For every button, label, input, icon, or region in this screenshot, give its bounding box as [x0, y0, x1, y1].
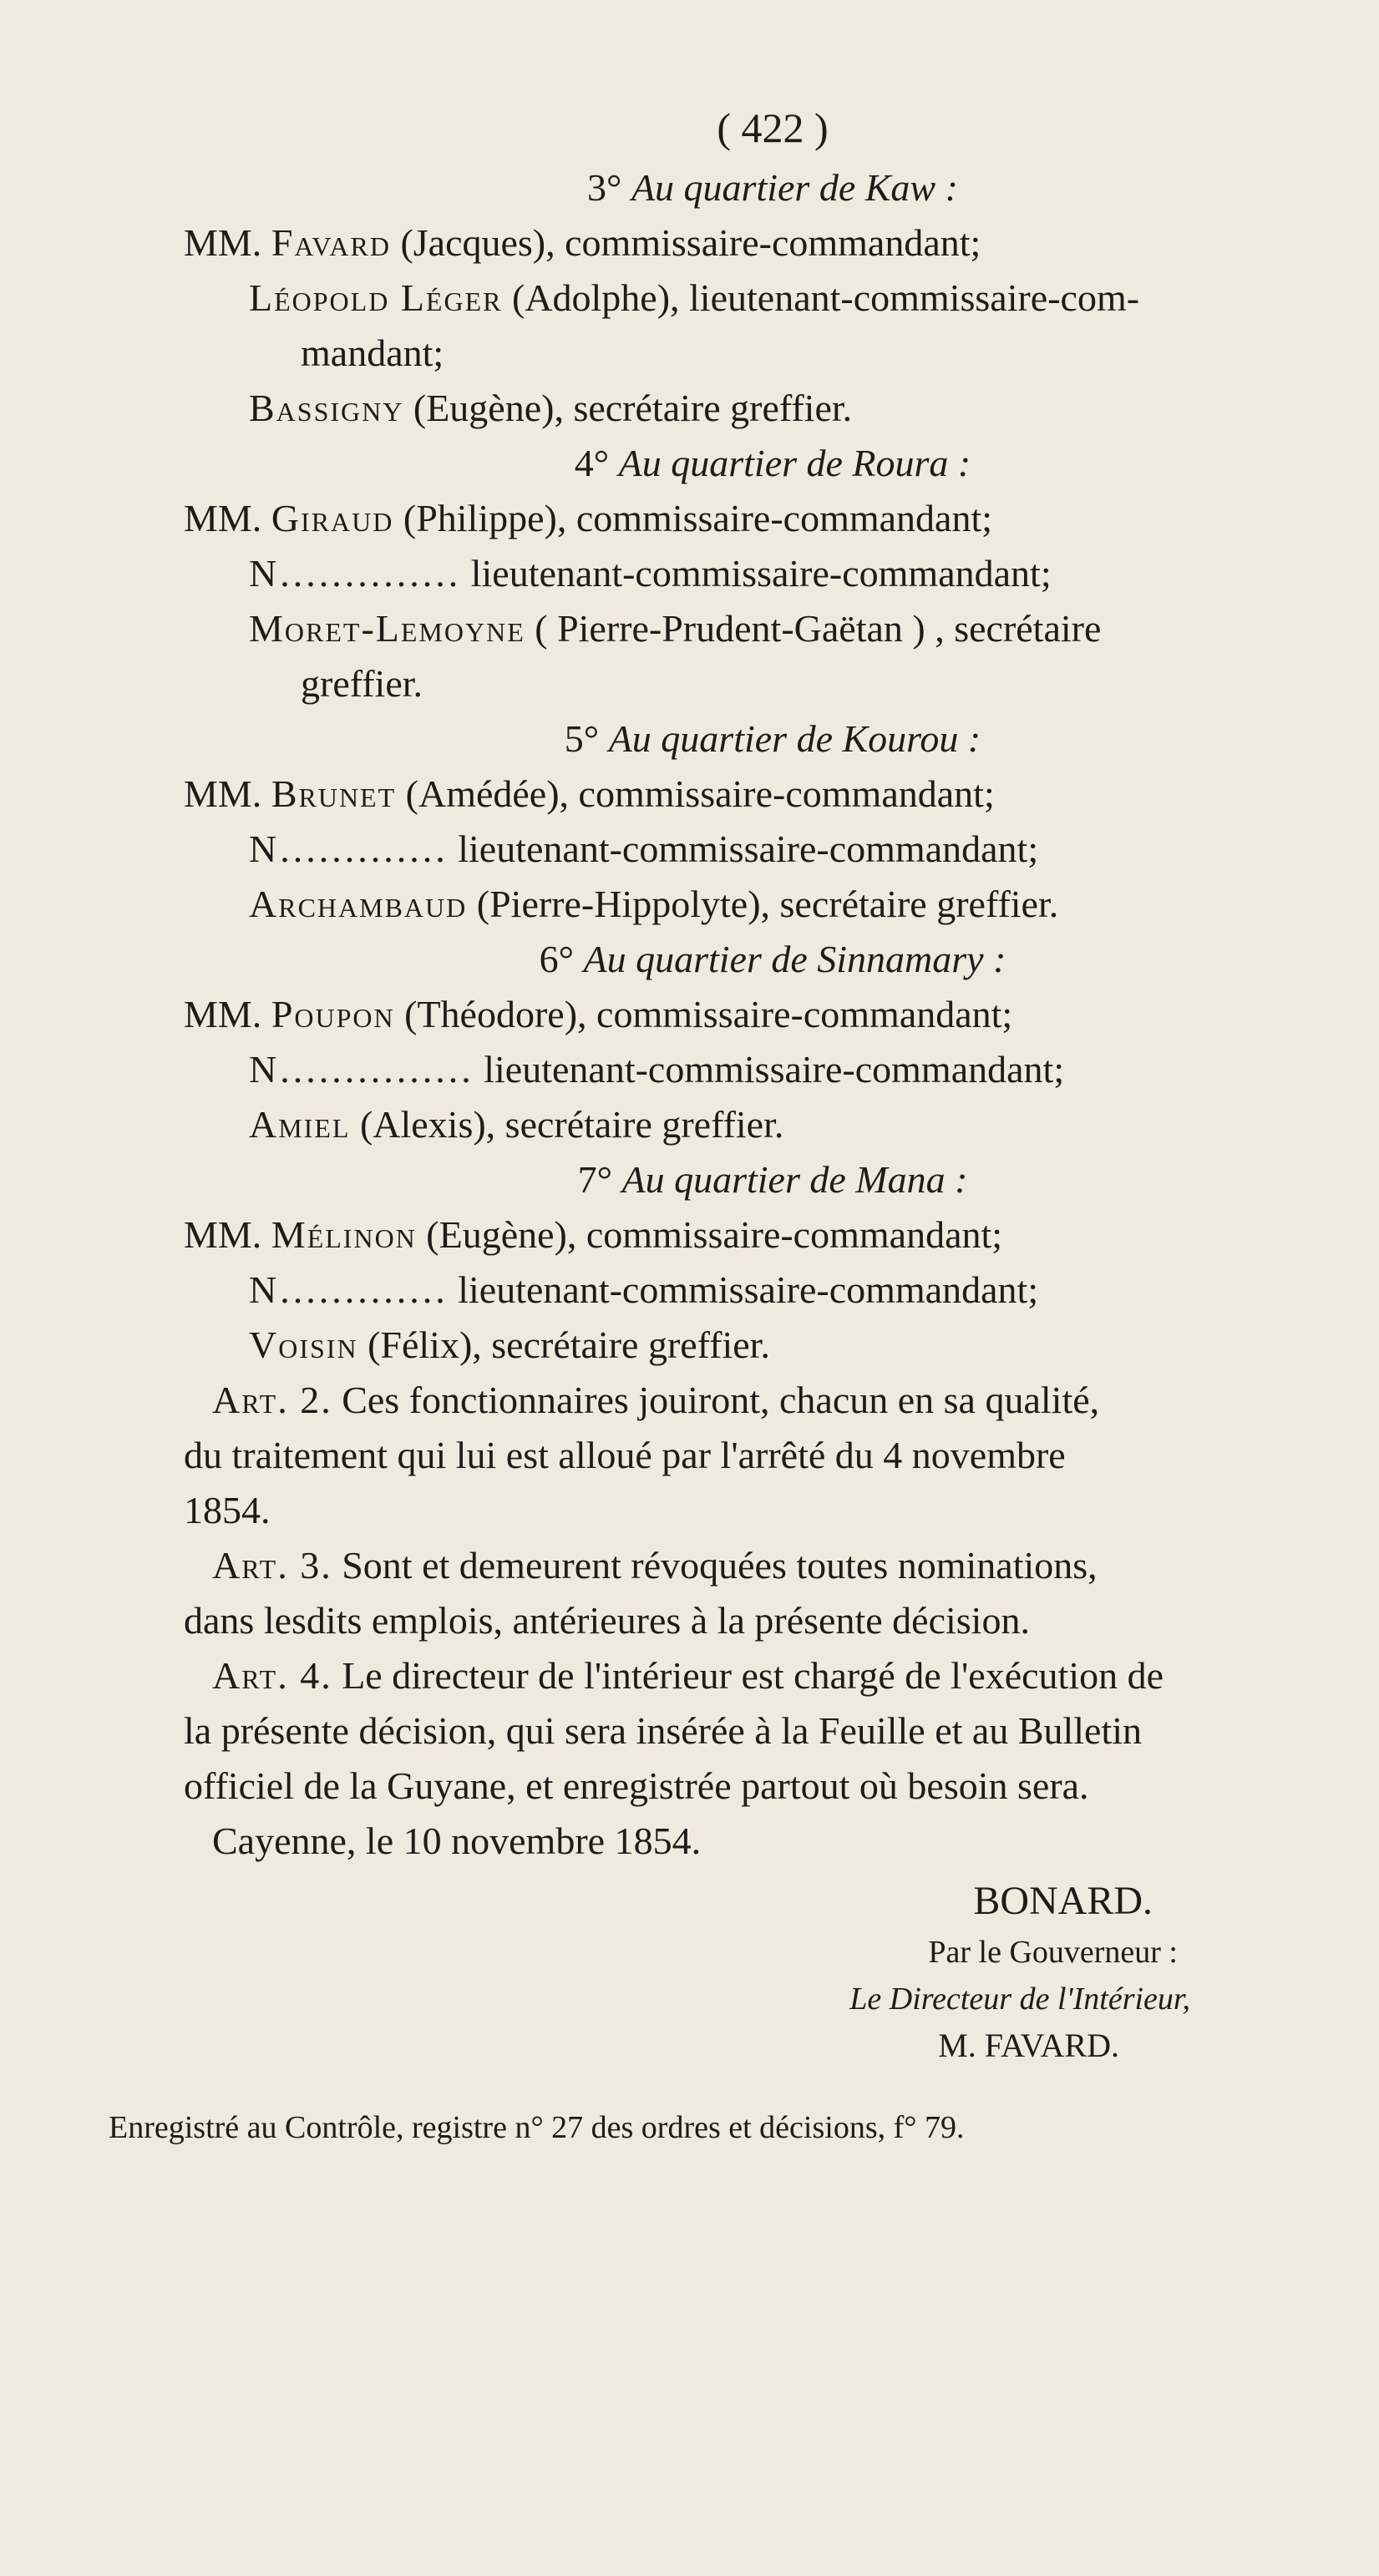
entry-line: Moret-Lemoyne ( Pierre-Prudent-Gaëtan ) , secrétaire [249, 607, 1102, 650]
article-line: officiel de la Guyane, et enregistrée partout où besoin sera. [184, 1764, 1089, 1807]
signature-by: Par le Gouverneur : [928, 1935, 1178, 1970]
quarter-title: Au quartier de Kaw : [631, 166, 958, 209]
quarter-number: 5° [564, 717, 600, 760]
article-line: Art. 3. Sont et demeurent révoquées toutes nominations, [212, 1544, 1098, 1587]
quarter-section-sinnamary [184, 932, 1361, 1152]
entry-name: Favard [271, 221, 391, 264]
article-2 [184, 1373, 1361, 1538]
quarter-title: Au quartier de Sinnamary : [583, 938, 1006, 980]
entry-line: Archambaud (Pierre-Hippolyte), secrétaire greffier. [249, 883, 1059, 925]
director-signature: M. FAVARD. [938, 2027, 1119, 2064]
entry-line: N............. lieutenant-commissaire-commandant; [249, 827, 1039, 870]
place-and-date: Cayenne, le 10 novembre 1854. [212, 1819, 702, 1862]
page-number: ( 422 ) [717, 104, 829, 151]
vacant-placeholder: N.............. [249, 552, 462, 595]
article-line: du traitement qui lui est alloué par l'arrêté du 4 novembre [184, 1434, 1066, 1476]
entry-name: Mélinon [271, 1213, 417, 1256]
article-label: Art. 4. [212, 1654, 332, 1697]
entry-name: Poupon [271, 993, 395, 1035]
article-3 [184, 1538, 1361, 1648]
entry-name: Léopold Léger [249, 276, 503, 319]
entry-line: MM. Giraud (Philippe), commissaire-commandant; [184, 497, 993, 539]
entry-line: MM. Favard (Jacques), commissaire-commandant; [184, 221, 981, 264]
quarter-title: Au quartier de Mana : [621, 1158, 968, 1201]
entry-line: N............... lieutenant-commissaire-commandant; [249, 1048, 1065, 1091]
entry-line: MM. Poupon (Théodore), commissaire-commandant; [184, 993, 1013, 1035]
governor-signature: BONARD. [973, 1879, 1153, 1923]
signature-block [184, 1874, 1361, 2069]
article-line: la présente décision, qui sera insérée à la Feuille et au Bulletin [184, 1709, 1143, 1752]
entry-continuation: greffier. [301, 662, 423, 705]
article-label: Art. 2. [212, 1379, 332, 1421]
entry-line: Amiel (Alexis), secrétaire greffier. [249, 1103, 784, 1146]
entry-name: Bassigny [249, 387, 404, 429]
entry-line: MM. Brunet (Amédée), commissaire-commandant; [184, 772, 995, 815]
vacant-placeholder: N............. [249, 1268, 449, 1311]
article-4 [184, 1648, 1361, 1814]
vacant-placeholder: N............. [249, 827, 449, 870]
registry-note: Enregistré au Contrôle, registre n° 27 des ordres et décisions, f° 79. [109, 2110, 965, 2145]
page-text [109, 100, 1361, 2153]
quarter-section-roura [184, 436, 1361, 711]
article-label: Art. 3. [212, 1544, 332, 1587]
entry-name: Voisin [249, 1323, 358, 1366]
quarter-title: Au quartier de Roura : [618, 442, 971, 484]
quarter-number: 4° [574, 442, 610, 484]
article-line: 1854. [184, 1489, 271, 1531]
entry-name: Amiel [249, 1103, 351, 1146]
entry-continuation: mandant; [301, 331, 444, 374]
quarter-number: 3° [587, 166, 622, 209]
entry-line: N.............. lieutenant-commissaire-commandant; [249, 552, 1052, 595]
quarter-heading [184, 436, 1361, 491]
quarter-heading [184, 932, 1361, 987]
quarter-heading [184, 1152, 1361, 1207]
quarter-number: 6° [539, 938, 574, 980]
entry-name: Archambaud [249, 883, 468, 925]
quarter-section-kourou [184, 711, 1361, 932]
entry-name: Brunet [271, 772, 397, 815]
entry-line: Bassigny (Eugène), secrétaire greffier. [249, 387, 853, 429]
quarter-title: Au quartier de Kourou : [608, 717, 981, 760]
quarter-number: 7° [577, 1158, 612, 1201]
entry-line: Voisin (Félix), secrétaire greffier. [249, 1323, 770, 1366]
article-line: Art. 2. Ces fonctionnaires jouiront, chacun en sa qualité, [212, 1379, 1100, 1421]
quarter-heading [184, 160, 1361, 215]
entry-line: N............. lieutenant-commissaire-commandant; [249, 1268, 1039, 1311]
quarter-section-kaw [184, 160, 1361, 436]
entry-name: Giraud [271, 497, 394, 539]
article-line: Art. 4. Le directeur de l'intérieur est chargé de l'exécution de [212, 1654, 1164, 1697]
entry-line: MM. Mélinon (Eugène), commissaire-commandant; [184, 1213, 1003, 1256]
entry-name: Moret-Lemoyne [249, 607, 525, 650]
quarter-section-mana [184, 1152, 1361, 1373]
vacant-placeholder: N............... [249, 1048, 474, 1091]
quarter-heading [184, 711, 1361, 767]
entry-line: Léopold Léger (Adolphe), lieutenant-commissaire-com- [249, 276, 1140, 319]
signature-role: Le Directeur de l'Intérieur, [849, 1981, 1190, 2017]
article-line: dans lesdits emplois, antérieures à la présente décision. [184, 1599, 1030, 1642]
